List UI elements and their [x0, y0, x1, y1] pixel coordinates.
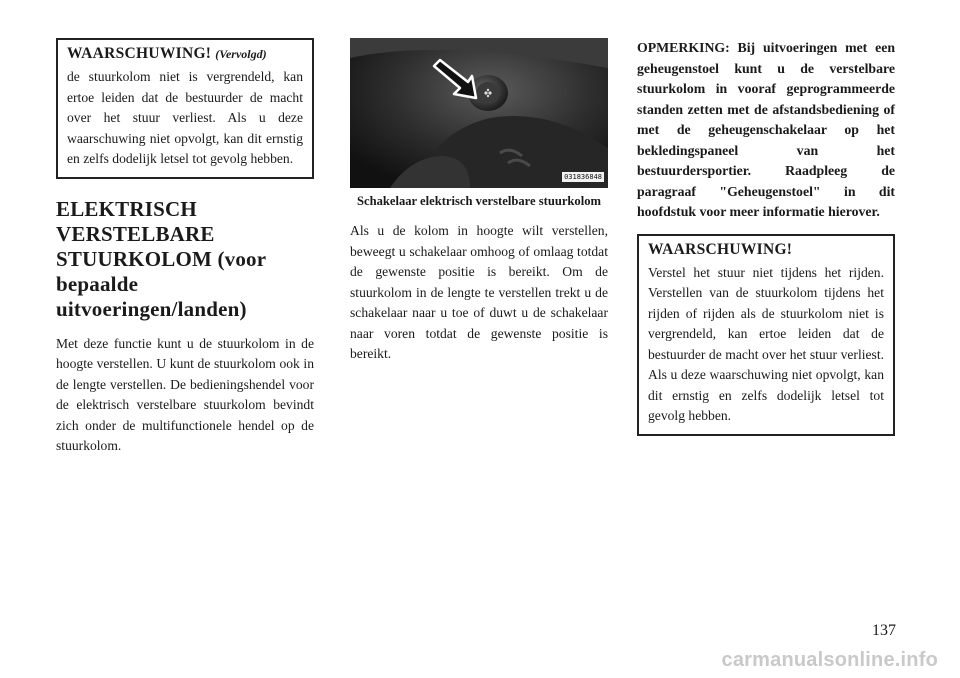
continued-label: (Vervolgd) [215, 47, 267, 61]
warning-title: WAARSCHUWING! [67, 45, 212, 62]
warning-text: de stuurkolom niet is vergrendeld, kan ertoe leiden dat de bestuurder de macht over het stuur verliest. Als u deze waarschuwing niet opvolgt, kan dit ernstig en zelfs dodelijk letsel tot gevolg hebben. [67, 69, 303, 166]
warning-title: WAARSCHUWING! [648, 240, 793, 258]
watermark: carmanualsonline.info [721, 649, 938, 671]
left-column [56, 38, 314, 457]
warning-box-continued [56, 38, 314, 179]
warning-text: Verstel het stuur niet tijdens het rijden. Verstellen van de stuurkolom tijdens het rijden of rijden als de stuurkolom niet is vergrendeld, kan ertoe leiden dat de bestuurder de macht over het stuur verliest. Als u deze waarschuwing niet opvolgt, kan dit ernstig en zelfs dodelijk letsel tot gevolg hebben. [648, 264, 884, 423]
photo-illustration [350, 38, 608, 188]
right-column [637, 38, 895, 436]
warning-title-row [67, 45, 303, 63]
instruction-paragraph: Als u de kolom in hoogte wilt verstellen, beweegt u schakelaar omhoog of omlaag totdat de gewenste positie is bereikt. Om de stuurkolom in de lengte te verstellen trekt u de schakelaar naar u toe of duwt u de schakelaar naar voren totdat de gewenste positie is bereikt. [350, 223, 608, 361]
note-paragraph: OPMERKING: Bij uitvoeringen met een geheugenstoel kunt u de verstelbare stuurkolom in vooraf geprogrammeerde standen zetten met de afstandsbediening of met de geheugenschakelaar op het bekledingspaneel van het bestuurdersportier. Raadpleeg de paragraaf "Geheugenstoel" in dit hoofdstuk voor meer informatie hierover. [637, 40, 895, 219]
section-paragraph: Met deze functie kunt u de stuurkolom in de hoogte verstellen. U kunt de stuurkolom ook in de lengte verstellen. De bedieningshendel voor de elektrisch verstelbare stuurkolom bevindt zich onder de multifunctionele hendel op de stuurkolom. [56, 335, 314, 453]
steering-column-switch-photo [350, 38, 608, 188]
middle-column [350, 38, 608, 365]
figure-caption: Schakelaar elektrisch verstelbare stuurkolom [356, 194, 602, 208]
section-heading: ELEKTRISCH VERSTELBARE STUURKOLOM (voor bepaalde uitvoeringen/landen) [56, 196, 266, 321]
warning-box [637, 234, 895, 436]
page-number: 137 [872, 622, 896, 639]
image-id: 031836848 [564, 173, 602, 181]
